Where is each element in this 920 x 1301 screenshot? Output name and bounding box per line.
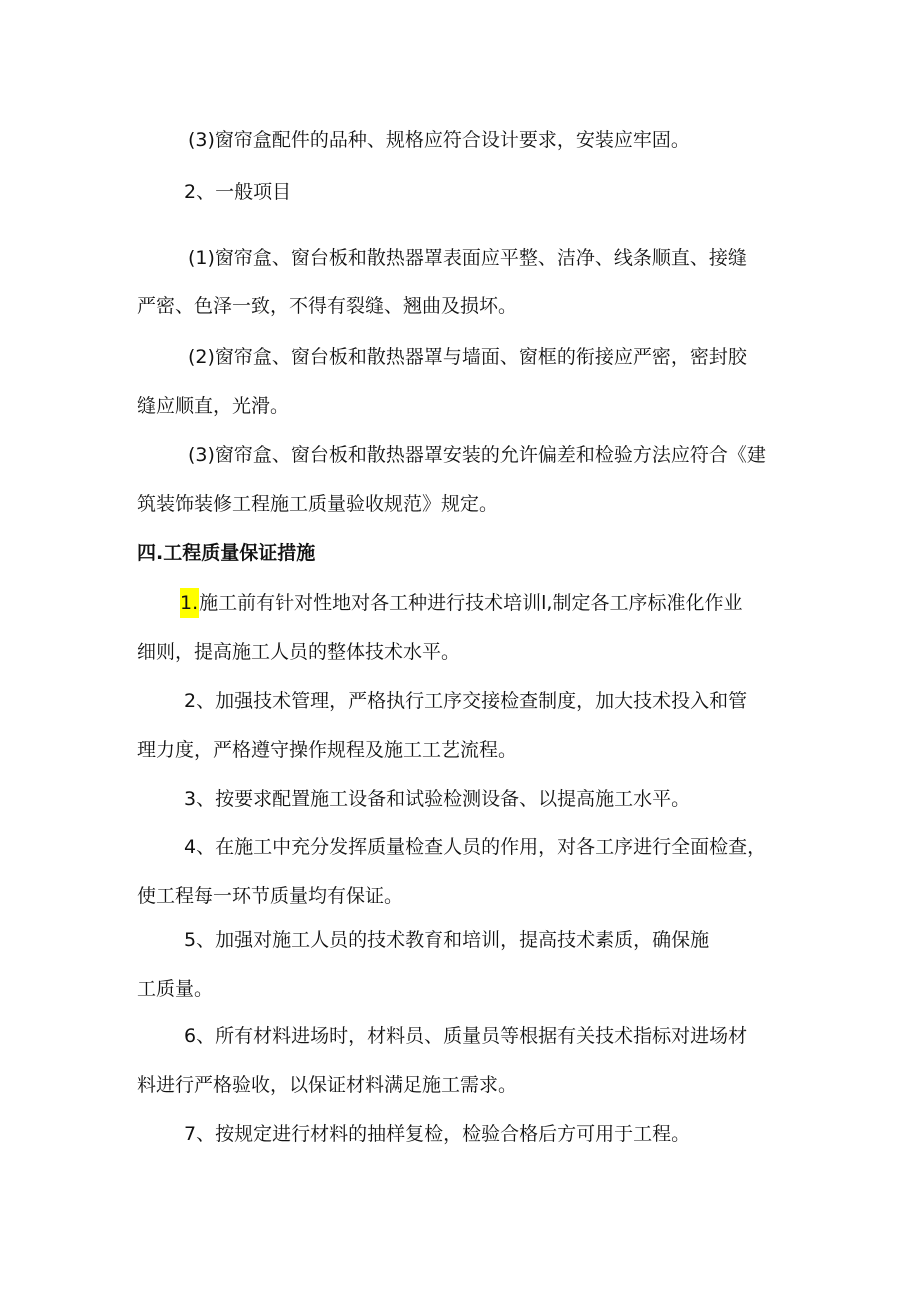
paragraph-line: 使工程每一环节质量均有保证。 (137, 885, 404, 907)
paragraph-line: (2)窗帘盒、窗台板和散热器罩与墙面、窗框的衔接应严密，密封胶 (188, 346, 747, 368)
list-item: 2、加强技术管理，严格执行工序交接检查制度，加大技术投入和管 (184, 690, 748, 712)
paragraph-line: 严密、色泽一致，不得有裂缝、翘曲及损坏。 (137, 295, 518, 317)
paragraph-line: 理力度，严格遵守操作规程及施工工艺流程。 (137, 739, 518, 761)
list-item: 3、按要求配置施工设备和试验检测设备、以提高施工水平。 (184, 788, 691, 810)
list-item: 6、所有材料进场时，材料员、质量员等根据有关技术指标对进场材 (184, 1025, 748, 1047)
section-heading: 四.工程质量保证措施 (137, 542, 316, 564)
list-item: 5、加强对施工人员的技术教育和培训，提高技术素质，确保施 (184, 929, 710, 951)
paragraph-line: 细则，提高施工人员的整体技术水平。 (137, 641, 461, 663)
highlighted-item-number: 1. (180, 588, 199, 618)
list-item: 7、按规定进行材料的抽样复检，检验合格后方可用于工程。 (184, 1123, 691, 1145)
list-item (180, 591, 742, 615)
paragraph-line: 缝应顺直，光滑。 (137, 395, 290, 417)
paragraph-line: (3)窗帘盒、窗台板和散热器罩安装的允许偏差和检验方法应符合《建 (188, 444, 766, 466)
paragraph-line: (1)窗帘盒、窗台板和散热器罩表面应平整、洁净、线条顺直、接缝 (188, 247, 747, 269)
list-item-text: 施工前有针对性地对各工种进行技术培训l,制定各工序标准化作业 (199, 592, 743, 614)
subsection-heading: 2、一般项目 (184, 181, 292, 203)
paragraph-line: (3)窗帘盒配件的品种、规格应符合设计要求，安装应牢固。 (188, 129, 690, 151)
list-item: 4、在施工中充分发挥质量检查人员的作用，对各工序进行全面检查， (184, 836, 767, 858)
paragraph-line: 料进行严格验收，以保证材料满足施工需求。 (137, 1074, 518, 1096)
paragraph-line: 筑装饰装修工程施工质量验收规范》规定。 (137, 493, 499, 515)
paragraph-line: 工质量。 (137, 978, 214, 1000)
